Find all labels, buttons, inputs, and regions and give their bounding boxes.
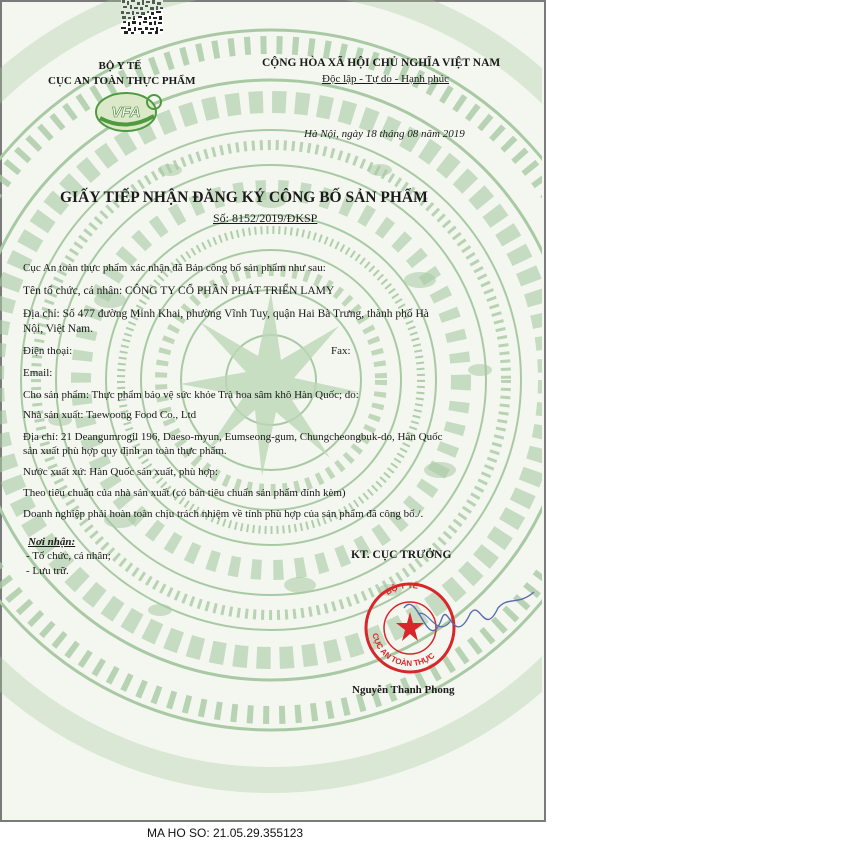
organization-name: Tên tổ chức, cá nhân: CÔNG TY CỔ PHẦN PHÁT TRIỂN LAMY bbox=[23, 285, 335, 297]
organization-address-line2: Nội, Việt Nam. bbox=[23, 323, 94, 335]
signatory-name: Nguyễn Thanh Phong bbox=[352, 684, 455, 696]
manufacturer-name: Nhà sản xuất: Taewoong Food Co., Ltd bbox=[23, 409, 197, 421]
recipient-item: - Tổ chức, cá nhân; bbox=[26, 550, 111, 562]
intro-text: Cục An toàn thực phẩm xác nhận đã Bản công bố sản phẩm như sau: bbox=[23, 262, 326, 274]
document-title: GIẤY TIẾP NHẬN ĐĂNG KÝ CÔNG BỐ SẢN PHẨM bbox=[60, 189, 428, 206]
recipients-label: Nơi nhận: bbox=[28, 536, 76, 548]
country-name: CỘNG HÒA XÃ HỘI CHỦ NGHĨA VIỆT NAM bbox=[262, 57, 501, 69]
fax-label: Fax: bbox=[331, 345, 351, 357]
manufacturer-address-line1: Địa chỉ: 21 Deangumrogil 196, Daeso-myun, Eumseong-gum, Chungcheongbuk-do, Hàn Quốc bbox=[23, 431, 443, 443]
file-code: MA HO SO: 21.05.29.355123 bbox=[147, 826, 304, 840]
signatory-title: KT. CỤC TRƯỞNG bbox=[351, 549, 452, 561]
issue-date: Hà Nội, ngày 18 tháng 08 năm 2019 bbox=[304, 128, 465, 140]
responsibility-statement: Doanh nghiệp phải hoàn toàn chịu trách nhiệm về tính phù hợp của sản phẩm đã công bố./. bbox=[23, 508, 424, 520]
vfa-logo-text: VFA bbox=[111, 104, 141, 121]
ministry-name: BỘ Y TẾ bbox=[98, 60, 142, 72]
vfa-logo bbox=[92, 88, 168, 134]
organization-address-line1: Địa chỉ: Số 477 đường Minh Khai, phường Vĩnh Tuy, quận Hai Bà Trưng, thành phố Hà bbox=[23, 308, 429, 320]
stamp-top-text: BỘ Y TẾ bbox=[383, 580, 419, 597]
agency-name: CỤC AN TOÀN THỰC PHẨM bbox=[48, 75, 196, 87]
stamp-bottom-text: CỤC AN TOÀN THỰC bbox=[370, 632, 437, 669]
manufacturer-address-line2: sản xuất phù hợp quy định an toàn thực phẩm. bbox=[23, 445, 227, 457]
origin-country: Nước xuất xứ: Hàn Quốc sản xuất, phù hợp: bbox=[23, 466, 218, 478]
document-number: Số: 8152/2019/ĐKSP bbox=[213, 211, 318, 225]
applied-standard: Theo tiêu chuẩn của nhà sản xuất (có bản tiêu chuẩn sản phẩm đính kèm) bbox=[23, 487, 346, 499]
handwritten-signature bbox=[404, 592, 534, 631]
email-label: Email: bbox=[23, 367, 53, 379]
phone-label: Điện thoại: bbox=[23, 345, 73, 357]
product-name: Cho sản phẩm: Thực phẩm bảo vệ sức khỏe Trà hoa sâm khô Hàn Quốc; do: bbox=[23, 389, 359, 401]
official-stamp bbox=[358, 578, 538, 678]
national-motto: Độc lập - Tự do - Hạnh phúc bbox=[322, 73, 450, 85]
recipient-item: - Lưu trữ. bbox=[26, 565, 69, 577]
